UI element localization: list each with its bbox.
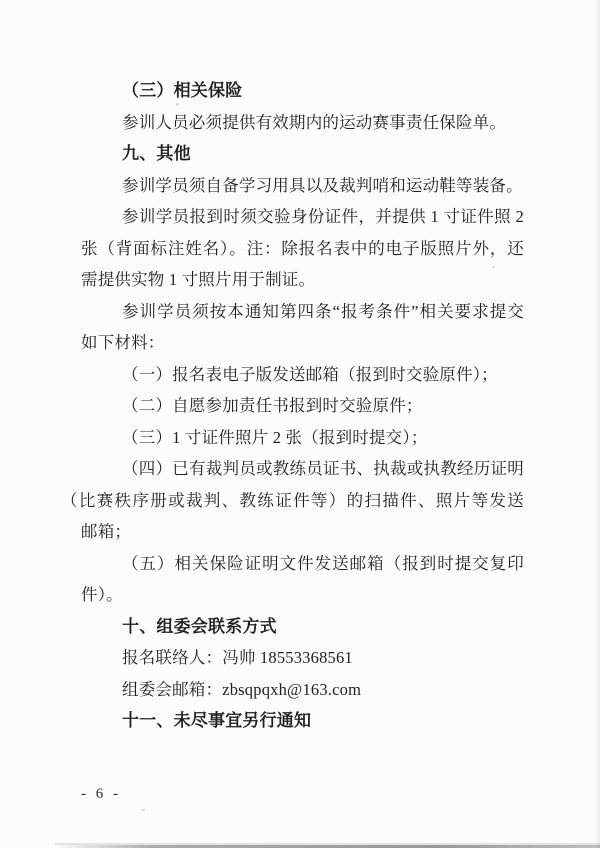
section-heading-contact: 十、组委会联系方式	[122, 616, 277, 636]
contact-email-line: 组委会邮箱：zbsqpqxh@163.com	[122, 679, 362, 699]
section-heading-other: 九、其他	[122, 144, 191, 163]
paragraph-line: 参训学员须自备学习用具以及裁判哨和运动鞋等装备。	[122, 175, 523, 195]
page-number: - 6 -	[81, 786, 121, 802]
material-list-item-4: （四）已有裁判员或教练员证书、执裁或执教经历证明	[122, 459, 524, 478]
material-list-item-3: （三）1 寸证件照片 2 张（报到时提交）；	[122, 427, 428, 447]
section-heading-further-notice: 十一、未尽事宜另行通知	[122, 711, 312, 730]
material-list-item-4-cont: 邮箱；	[81, 522, 132, 541]
document-text-block	[61, 75, 524, 737]
scan-edge-right	[594, 0, 600, 848]
material-list-item-5: （五）相关保险证明文件发送邮箱（报到时提交复印	[122, 553, 524, 573]
paragraph-line: 如下材料：	[81, 333, 165, 352]
paragraph-line: 参训学员报到时须交验身份证件，并提供 1 寸证件照 2	[122, 207, 524, 226]
section-heading-insurance: （三）相关保险	[122, 81, 243, 100]
material-list-item-5-cont: 件）。	[81, 585, 123, 604]
scan-speck	[142, 809, 145, 811]
paragraph-line: 参训学员须按本通知第四条“报考条件”相关要求提交	[122, 301, 524, 321]
contact-person-line: 报名联络人：冯帅 18553368561	[122, 648, 353, 667]
paragraph-line: 张（背面标注姓名）。注：除报名表中的电子版照片外，还	[81, 238, 524, 258]
material-list-item-2: （二）自愿参加责任书报到时交验原件；	[122, 396, 423, 415]
material-list-item-4-cont: （比赛秩序册或裁判、教练证件等）的扫描件、照片等发送	[61, 490, 524, 510]
paragraph-line: 需提供实物 1 寸照片用于制证。	[81, 270, 316, 289]
insurance-paragraph-line: 参训人员必须提供有效期内的运动赛事责任保险单。	[122, 112, 507, 132]
scan-speck	[492, 266, 495, 268]
material-list-item-1: （一）报名表电子版发送邮箱（报到时交验原件）；	[122, 364, 498, 384]
scan-speck	[176, 103, 179, 106]
